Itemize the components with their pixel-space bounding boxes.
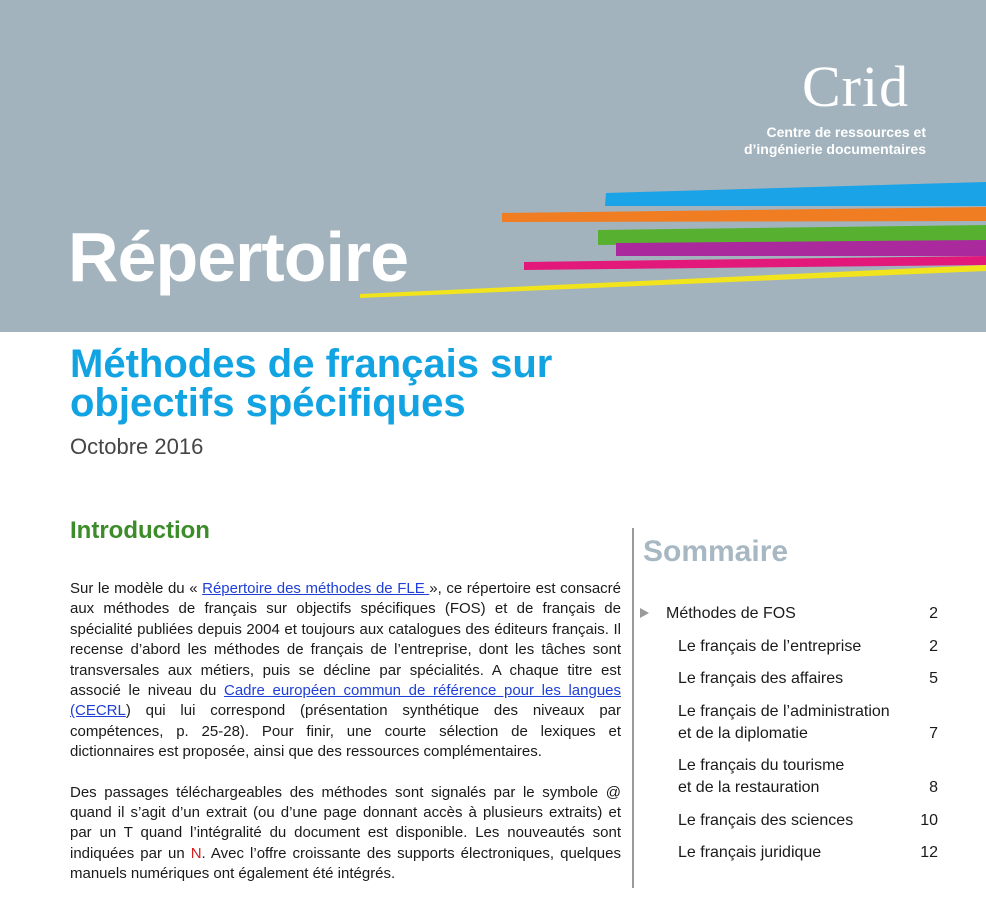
toc-entry-line: Le français des affaires bbox=[678, 670, 844, 687]
toc-entry-label bbox=[678, 755, 844, 799]
introduction-heading: Introduction bbox=[70, 517, 210, 544]
toc-entry-line: Le français des sciences bbox=[678, 812, 854, 829]
logo-subtitle bbox=[738, 124, 926, 158]
toc-entry-page: 5 bbox=[929, 670, 938, 687]
stripe-orange bbox=[502, 207, 986, 222]
toc-entry-line: Le français de l’administration bbox=[678, 703, 890, 720]
toc-entry-page: 10 bbox=[920, 812, 938, 829]
banner-title: Répertoire bbox=[68, 218, 409, 296]
document-title: Méthodes de français sur objectifs spécifiques bbox=[70, 342, 553, 425]
toc-entry-page: 2 bbox=[929, 605, 938, 622]
new-symbol: N bbox=[190, 844, 202, 862]
intro-text: . Avec l’offre croissante des supports électroniques, quelques manuels numériques ont également été intégrés. bbox=[70, 844, 621, 883]
toc-entry-page: 12 bbox=[920, 844, 938, 861]
intro-text: Des passages téléchargeables des méthodes sont signalés par le symbole @ quand il s’agit d’un extrait (ou d’une page donnant accès à plusieurs extraits) et par un T quand l’intégralité du document est disponible. Les nouveautés sont indiquées par un bbox=[70, 783, 621, 862]
toc-entry-label bbox=[678, 810, 853, 832]
toc-entry-line: Le français de l’entreprise bbox=[678, 638, 862, 655]
stripe-blue bbox=[605, 182, 986, 206]
toc-entry-label bbox=[678, 701, 890, 745]
toc-entry-line: Le français juridique bbox=[678, 844, 822, 861]
toc-entry-line: et de la restauration bbox=[678, 779, 820, 796]
intro-paragraph bbox=[70, 783, 621, 885]
intro-text: Sur le modèle du « bbox=[70, 580, 203, 597]
toc-entry-page: 2 bbox=[929, 638, 938, 655]
toc-entry-label bbox=[666, 603, 796, 625]
stripe-pink bbox=[524, 256, 986, 270]
intro-text: », ce répertoire est consacré aux méthodes de français sur objectifs spécifiques (FOS) et de français de spécialité publiées depuis 2004 et toujours aux catalogues des éditeurs français. Il recense d’abord les méthodes de français de l’entreprise, dont les tâches sont transversales aux métiers, puis se décline par spécialités. A chaque titre est associé le niveau du bbox=[70, 580, 622, 700]
toc-entry-page: 8 bbox=[929, 779, 938, 796]
toc-entry-line: Le français du tourisme bbox=[678, 757, 845, 774]
cecrl-link[interactable]: Cadre européen commun de référence pour les langues (CECRL bbox=[70, 682, 622, 720]
toc-entry-line: Méthodes de FOS bbox=[666, 605, 796, 622]
crid-logo: Crid bbox=[802, 54, 910, 119]
toc-entry-page: 7 bbox=[929, 725, 938, 742]
triangle-right-icon bbox=[640, 608, 649, 618]
intro-text: ) qui lui correspond (présentation synthétique des niveaux par compétences, p. 25-28). Pour finir, une courte sélection de lexiques et dictionnaires est proposée, ainsi que des ressources complémentaires. bbox=[70, 702, 621, 761]
logo-subtitle-line: Centre de ressources et bbox=[766, 124, 926, 140]
toc-entry-label bbox=[678, 842, 821, 864]
toc-entry-label bbox=[678, 636, 861, 658]
introduction-body bbox=[70, 579, 621, 905]
toc-entry-label bbox=[678, 668, 843, 690]
column-divider bbox=[632, 528, 634, 888]
intro-paragraph bbox=[70, 579, 621, 763]
toc-entry-line: et de la diplomatie bbox=[678, 725, 808, 742]
header-banner bbox=[0, 0, 986, 332]
repertoire-fle-link[interactable]: Répertoire des méthodes de FLE bbox=[202, 580, 430, 597]
logo-subtitle-line: d’ingénierie documentaires bbox=[743, 141, 926, 157]
sommaire-heading: Sommaire bbox=[643, 535, 789, 568]
stripe-yellow bbox=[360, 265, 986, 298]
document-date: Octobre 2016 bbox=[70, 434, 204, 459]
